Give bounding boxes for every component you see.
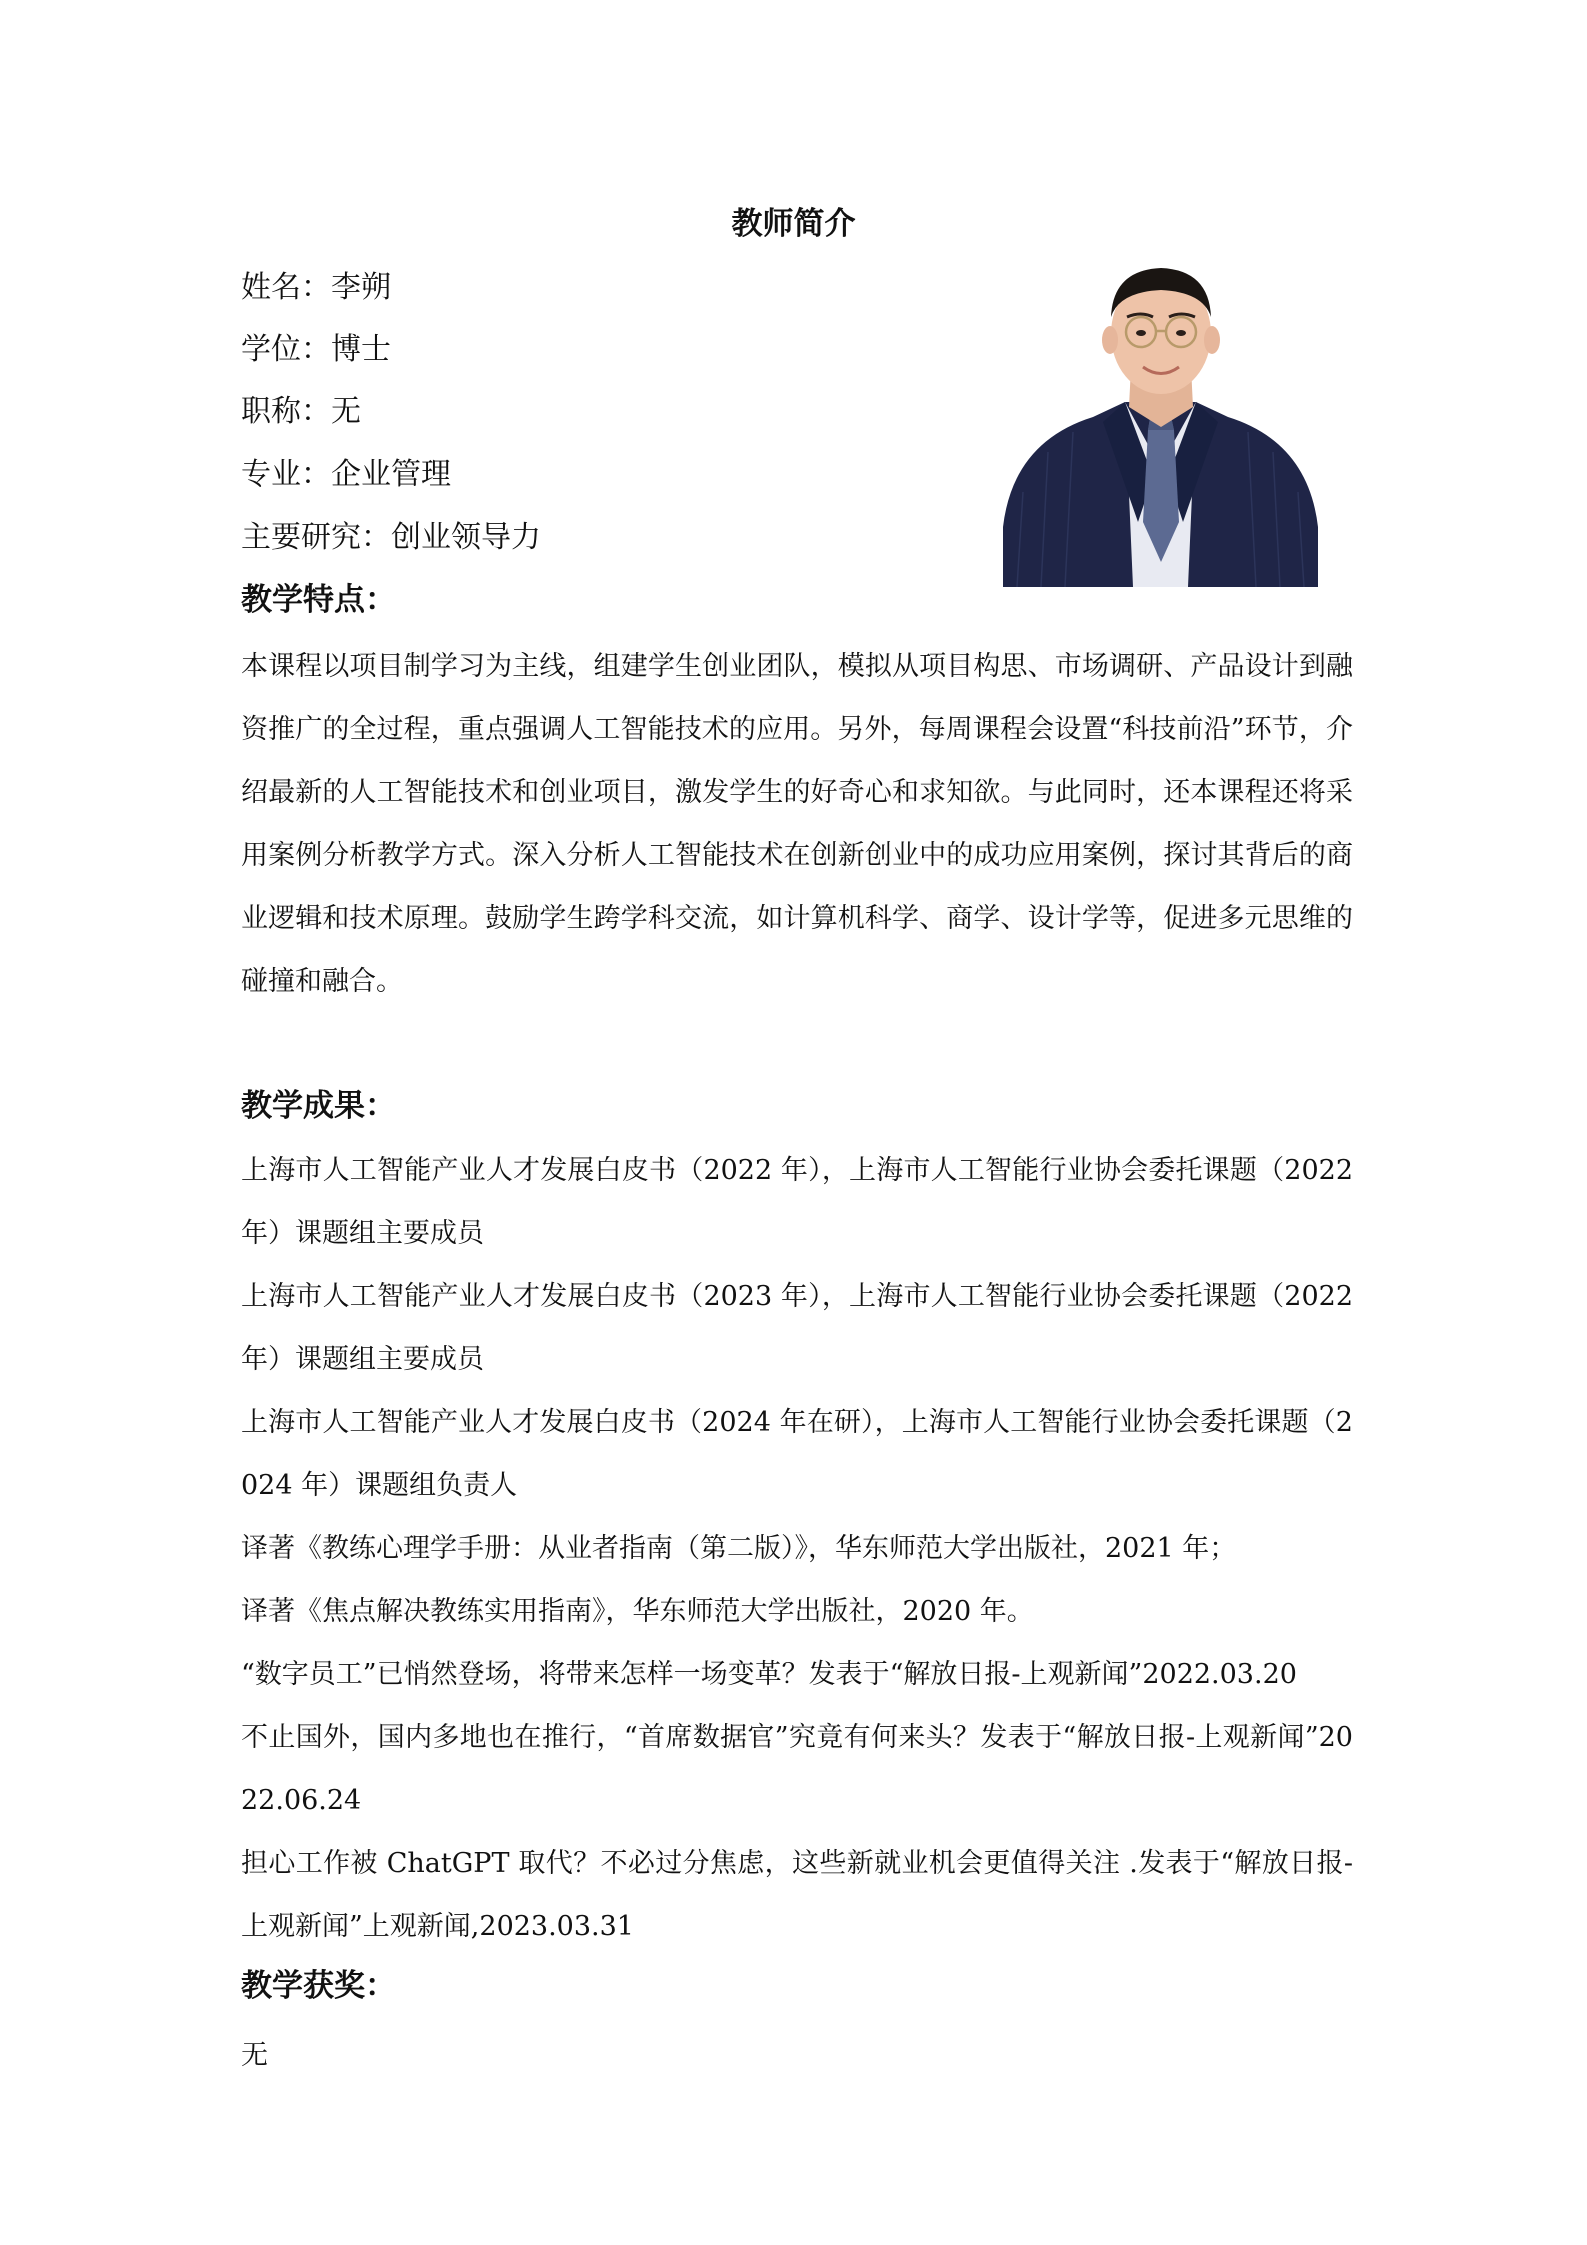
teaching-awards-text: 无	[241, 2040, 268, 2071]
profile-major: 专业：企业管理	[241, 457, 451, 492]
teaching-results-heading: 教学成果：	[241, 1088, 396, 1124]
result-item: 不止国外，国内多地也在推行，“首席数据官”究竟有何来头？发表于“解放日报-上观新闻”2022.06.24	[241, 1722, 1353, 1816]
result-item: 上海市人工智能产业人才发展白皮书（2023 年），上海市人工智能行业协会委托课题（2022 年）课题组主要成员	[241, 1281, 1353, 1375]
result-item: 上海市人工智能产业人才发展白皮书（2022 年），上海市人工智能行业协会委托课题（2022 年）课题组主要成员	[241, 1155, 1353, 1249]
profile-name: 姓名：李朔	[241, 270, 391, 305]
result-item: 担心工作被 ChatGPT 取代？不必过分焦虑，这些新就业机会更值得关注 .发表于“解放日报-上观新闻”上观新闻,2023.03.31	[241, 1848, 1353, 1942]
teaching-awards-heading: 教学获奖：	[241, 1968, 396, 2004]
teaching-features-heading: 教学特点：	[241, 582, 396, 618]
profile-research: 主要研究：创业领导力	[241, 520, 541, 555]
teacher-photo	[1003, 262, 1318, 587]
result-item: 上海市人工智能产业人才发展白皮书（2024 年在研），上海市人工智能行业协会委托课题（2024 年）课题组负责人	[241, 1407, 1353, 1501]
result-item: 译著《教练心理学手册：从业者指南（第二版）》，华东师范大学出版社，2021 年；	[241, 1533, 1237, 1564]
profile-degree: 学位：博士	[241, 332, 391, 367]
profile-rank: 职称：无	[241, 394, 361, 429]
page-title: 教师简介	[731, 206, 856, 242]
teaching-features-text: 本课程以项目制学习为主线，组建学生创业团队，模拟从项目构思、市场调研、产品设计到融资推广的全过程，重点强调人工智能技术的应用。另外，每周课程会设置“科技前沿”环节，介绍最新的人工智能技术和创业项目，激发学生的好奇心和求知欲。与此同时，还本课程还将采用案例分析教学方式。深入分析人工智能技术在创新创业中的成功应用案例，探讨其背后的商业逻辑和技术原理。鼓励学生跨学科交流，如计算机科学、商学、设计学等，促进多元思维的碰撞和融合。	[241, 651, 1353, 997]
teaching-results-list	[241, 1139, 1353, 1958]
result-item: “数字员工”已悄然登场，将带来怎样一场变革？发表于“解放日报-上观新闻”2022.03.20	[241, 1659, 1297, 1690]
result-item: 译著《焦点解决教练实用指南》，华东师范大学出版社，2020 年。	[241, 1596, 1034, 1627]
